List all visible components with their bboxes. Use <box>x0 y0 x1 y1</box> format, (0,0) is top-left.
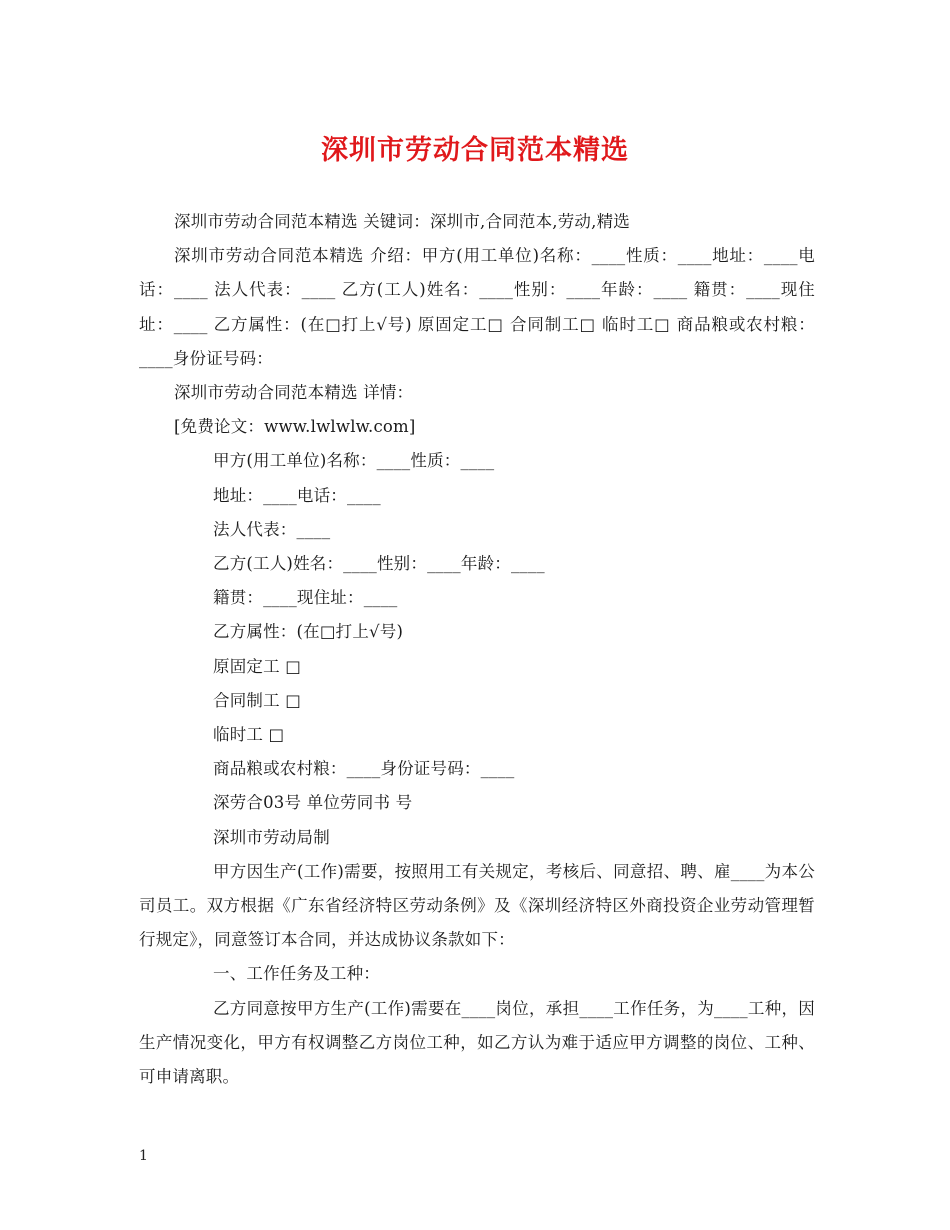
preamble-paragraph: 甲方因生产(工作)需要，按照用工有关规定，考核后、同意招、聘、雇____为本公司员工。双方根据《广东省经济特区劳动条例》及《深圳经济特区外商投资企业劳动管理暂行规定》，同意签订本合同，并达成协议条款如下： <box>139 861 815 950</box>
party-a-address-line: 地址：____电话：____ <box>213 485 381 505</box>
party-b-attribute-line: 乙方属性：(在□打上√号) <box>213 622 404 642</box>
keywords-paragraph: 深圳市劳动合同范本精选 关键词：深圳市,合同范本,劳动,精选 <box>174 212 630 231</box>
party-a-name-line: 甲方(用工单位)名称：____性质：____ <box>213 451 495 471</box>
document-body <box>139 205 815 1094</box>
section-1-heading: 一、工作任务及工种： <box>213 964 380 984</box>
document-title: 深圳市劳动合同范本精选 <box>321 135 629 166</box>
intro-paragraph: 深圳市劳动合同范本精选 介绍：甲方(用工单位)名称：____性质：____地址：____电话：____ 法人代表：____ 乙方(工人)姓名：____性别：____年龄：____ 籍贯：____现住址：____ 乙方属性：(在□打上√号) 原固定工□ 合同制工□ 临时工□ 商品粮或农村粮：____身份证号码： <box>139 246 815 368</box>
details-heading: 深圳市劳动合同范本精选 详情： <box>174 383 414 403</box>
party-b-name-line: 乙方(工人)姓名：____性别：____年龄：____ <box>213 554 545 574</box>
issuing-bureau-line: 深圳市劳动局制 <box>213 827 330 847</box>
grain-id-line: 商品粮或农村粮：____身份证号码：____ <box>213 759 515 779</box>
free-paper-link-text: [免费论文：www.lwlwlw.com] <box>174 417 416 437</box>
option-fixed-worker: 原固定工 □ <box>213 656 302 676</box>
option-temporary-worker: 临时工 □ <box>213 725 285 745</box>
option-contract-worker: 合同制工 □ <box>213 690 302 710</box>
contract-number-line: 深劳合03号 单位劳同书 号 <box>213 793 413 813</box>
page-number: 1 <box>139 1148 148 1164</box>
legal-representative-line: 法人代表：____ <box>213 519 331 539</box>
party-b-origin-line: 籍贯：____现住址：____ <box>213 588 398 608</box>
section-1-text: 乙方同意按甲方生产(工作)需要在____岗位，承担____工作任务，为____工种，因生产情况变化，甲方有权调整乙方岗位工种，如乙方认为难于适应甲方调整的岗位、工种、可申请离职。 <box>139 998 815 1087</box>
